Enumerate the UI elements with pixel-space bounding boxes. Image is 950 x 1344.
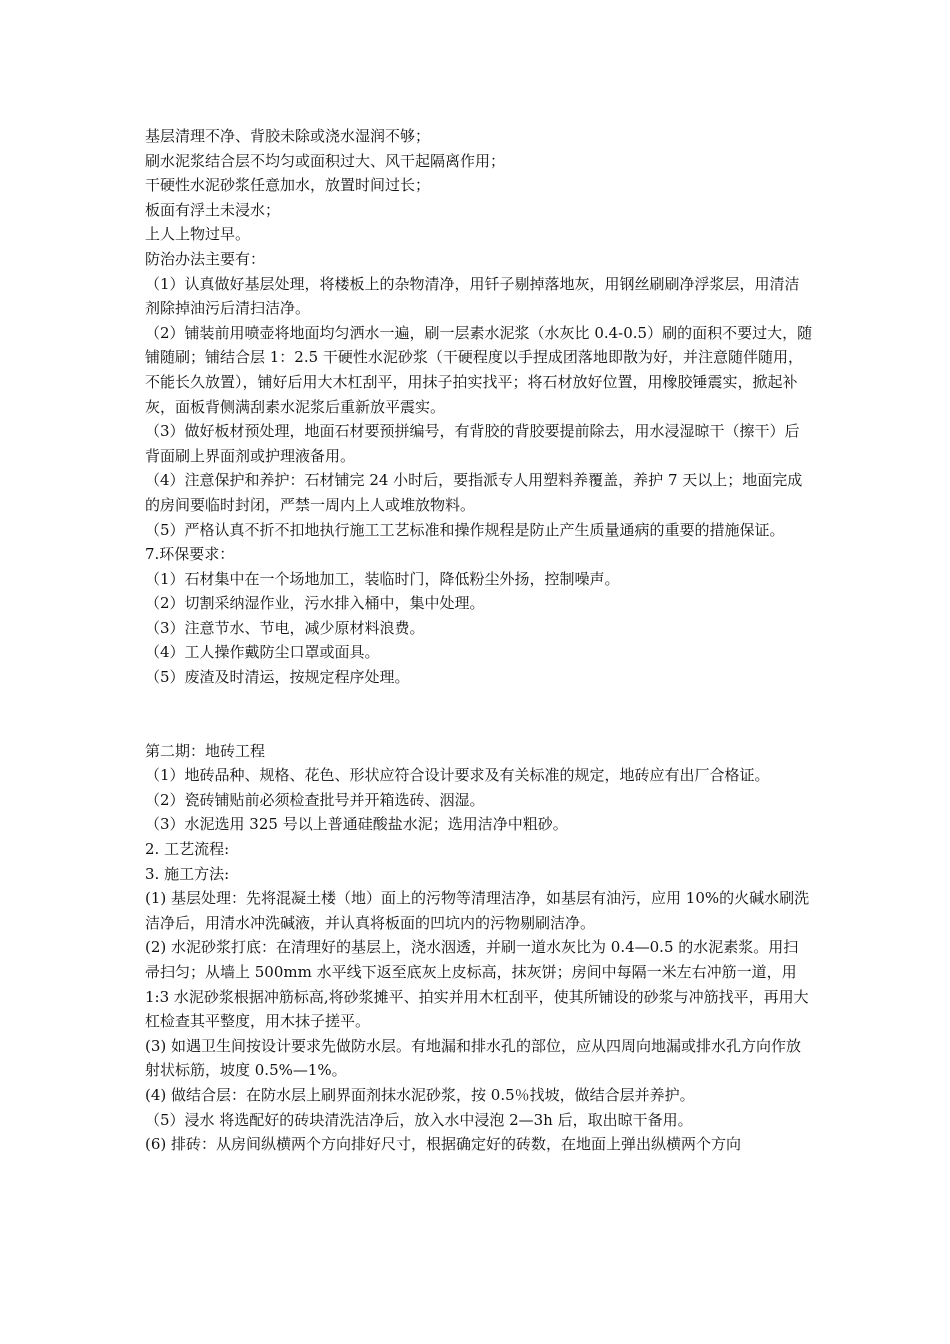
method-item: (6) 排砖：从房间纵横两个方向排好尺寸，根据确定好的砖数，在地面上弹出纵横两个方向 <box>145 1135 742 1154</box>
method-item: （5）浸水 将选配好的砖块清洗洁净后，放入水中浸泡 2—3h 后，取出晾干备用。 <box>145 1110 693 1129</box>
environment-item: （4）工人操作戴防尘口罩或面具。 <box>145 643 380 662</box>
cause-line: 刷水泥浆结合层不均匀或面积过大、风干起隔离作用； <box>145 151 506 170</box>
environment-item: （2）切割采纳湿作业，污水排入桶中，集中处理。 <box>145 594 485 613</box>
cause-line: 基层清理不净、背胶未除或浇水湿润不够； <box>145 127 431 145</box>
material-item: （3）水泥选用 325 号以上普通硅酸盐水泥；选用洁净中粗砂。 <box>145 815 568 834</box>
cause-line: 上人上物过早。 <box>145 225 251 244</box>
environment-item: （5）废渣及时清运，按规定程序处理。 <box>145 668 410 687</box>
method-item: (1) 基层处理：先将混凝土楼（地）面上的污物等清理洁净，如基层有油污，应用 10%的火碱水刷洗洁净后，用清水冲洗碱液，并认真将板面的凹坑内的污物剔刷洁净。 <box>145 889 810 932</box>
material-item: （2）瓷砖铺贴前必须检查批号并开箱选砖、洇湿。 <box>145 790 485 809</box>
document-body <box>145 124 813 1157</box>
section-spacer <box>145 690 813 739</box>
prevention-item: （1）认真做好基层处理，将楼板上的杂物清净，用钎子剔掉落地灰，用钢丝刷刷净浮浆层，用清洁剂除掉油污后清扫洁净。 <box>145 274 800 318</box>
environment-item: （1）石材集中在一个场地加工，装临时门，降低粉尘外扬，控制噪声。 <box>145 569 620 588</box>
cause-line: 板面有浮土未浸水； <box>145 200 281 219</box>
prevention-item: （3）做好板材预处理，地面石材要预拼编号，有背胶的背胶要提前除去，用水浸湿晾干（擦干）后背面刷上界面剂或护理液备用。 <box>145 422 800 465</box>
environment-heading: 7.环保要求： <box>145 545 235 564</box>
material-item: （1）地砖品种、规格、花色、形状应符合设计要求及有关标准的规定，地砖应有出厂合格证。 <box>145 766 770 785</box>
prevention-item: （4）注意保护和养护：石材铺完 24 小时后，要指派专人用塑料养覆盖，养护 7 天以上；地面完成的房间要临时封闭，严禁一周内上人或堆放物料。 <box>145 471 803 514</box>
method-heading: 3. 施工方法: <box>145 864 230 883</box>
prevention-item: （2）铺装前用喷壶将地面均匀洒水一遍，刷一层素水泥浆（水灰比 0.4-0.5）刷的面积不要过大，随铺随刷；铺结合层 1：2.5 干硬性水泥砂浆（干硬程度以手捏成团落地即散为好，并注意随伴随用，不能长久放置），铺好后用大木杠刮平，用抹子拍实找平；将石材放好位置，用橡胶锤震实，掀起补灰，面板背侧满刮素水泥浆后重新放平震实。 <box>145 323 813 416</box>
method-item: (4) 做结合层：在防水层上刷界面剂抹水泥砂浆，按 0.5％找坡，做结合层并养护。 <box>145 1085 695 1104</box>
environment-item: （3）注意节水、节电，减少原材料浪费。 <box>145 618 425 637</box>
prevention-item: （5）严格认真不折不扣地执行施工工艺标准和操作规程是防止产生质量通病的重要的措施保证。 <box>145 520 785 539</box>
method-item: (2) 水泥砂浆打底：在清理好的基层上，浇水洇透，并刷一道水灰比为 0.4—0.5 的水泥素浆。用扫帚扫匀；从墙上 500mm 水平线下返至底灰上皮标高，抹灰饼；房间中每隔一米左右冲筋一道，用 1:3 水泥砂浆根据冲筋标高,将砂浆摊平、拍实并用木杠刮平，使其所铺设的砂浆与冲筋找平，再用大杠检查其平整度，用木抹子搓平。 <box>145 938 809 1031</box>
method-item: (3) 如遇卫生间按设计要求先做防水层。有地漏和排水孔的部位，应从四周向地漏或排水孔方向作放射状标筋，坡度 0.5%—1%。 <box>145 1036 802 1080</box>
cause-line: 干硬性水泥砂浆任意加水，放置时间过长； <box>145 176 431 195</box>
prevention-heading: 防治办法主要有： <box>145 249 266 268</box>
section-title: 第二期：地砖工程 <box>145 741 266 760</box>
process-heading: 2. 工艺流程: <box>145 840 230 859</box>
